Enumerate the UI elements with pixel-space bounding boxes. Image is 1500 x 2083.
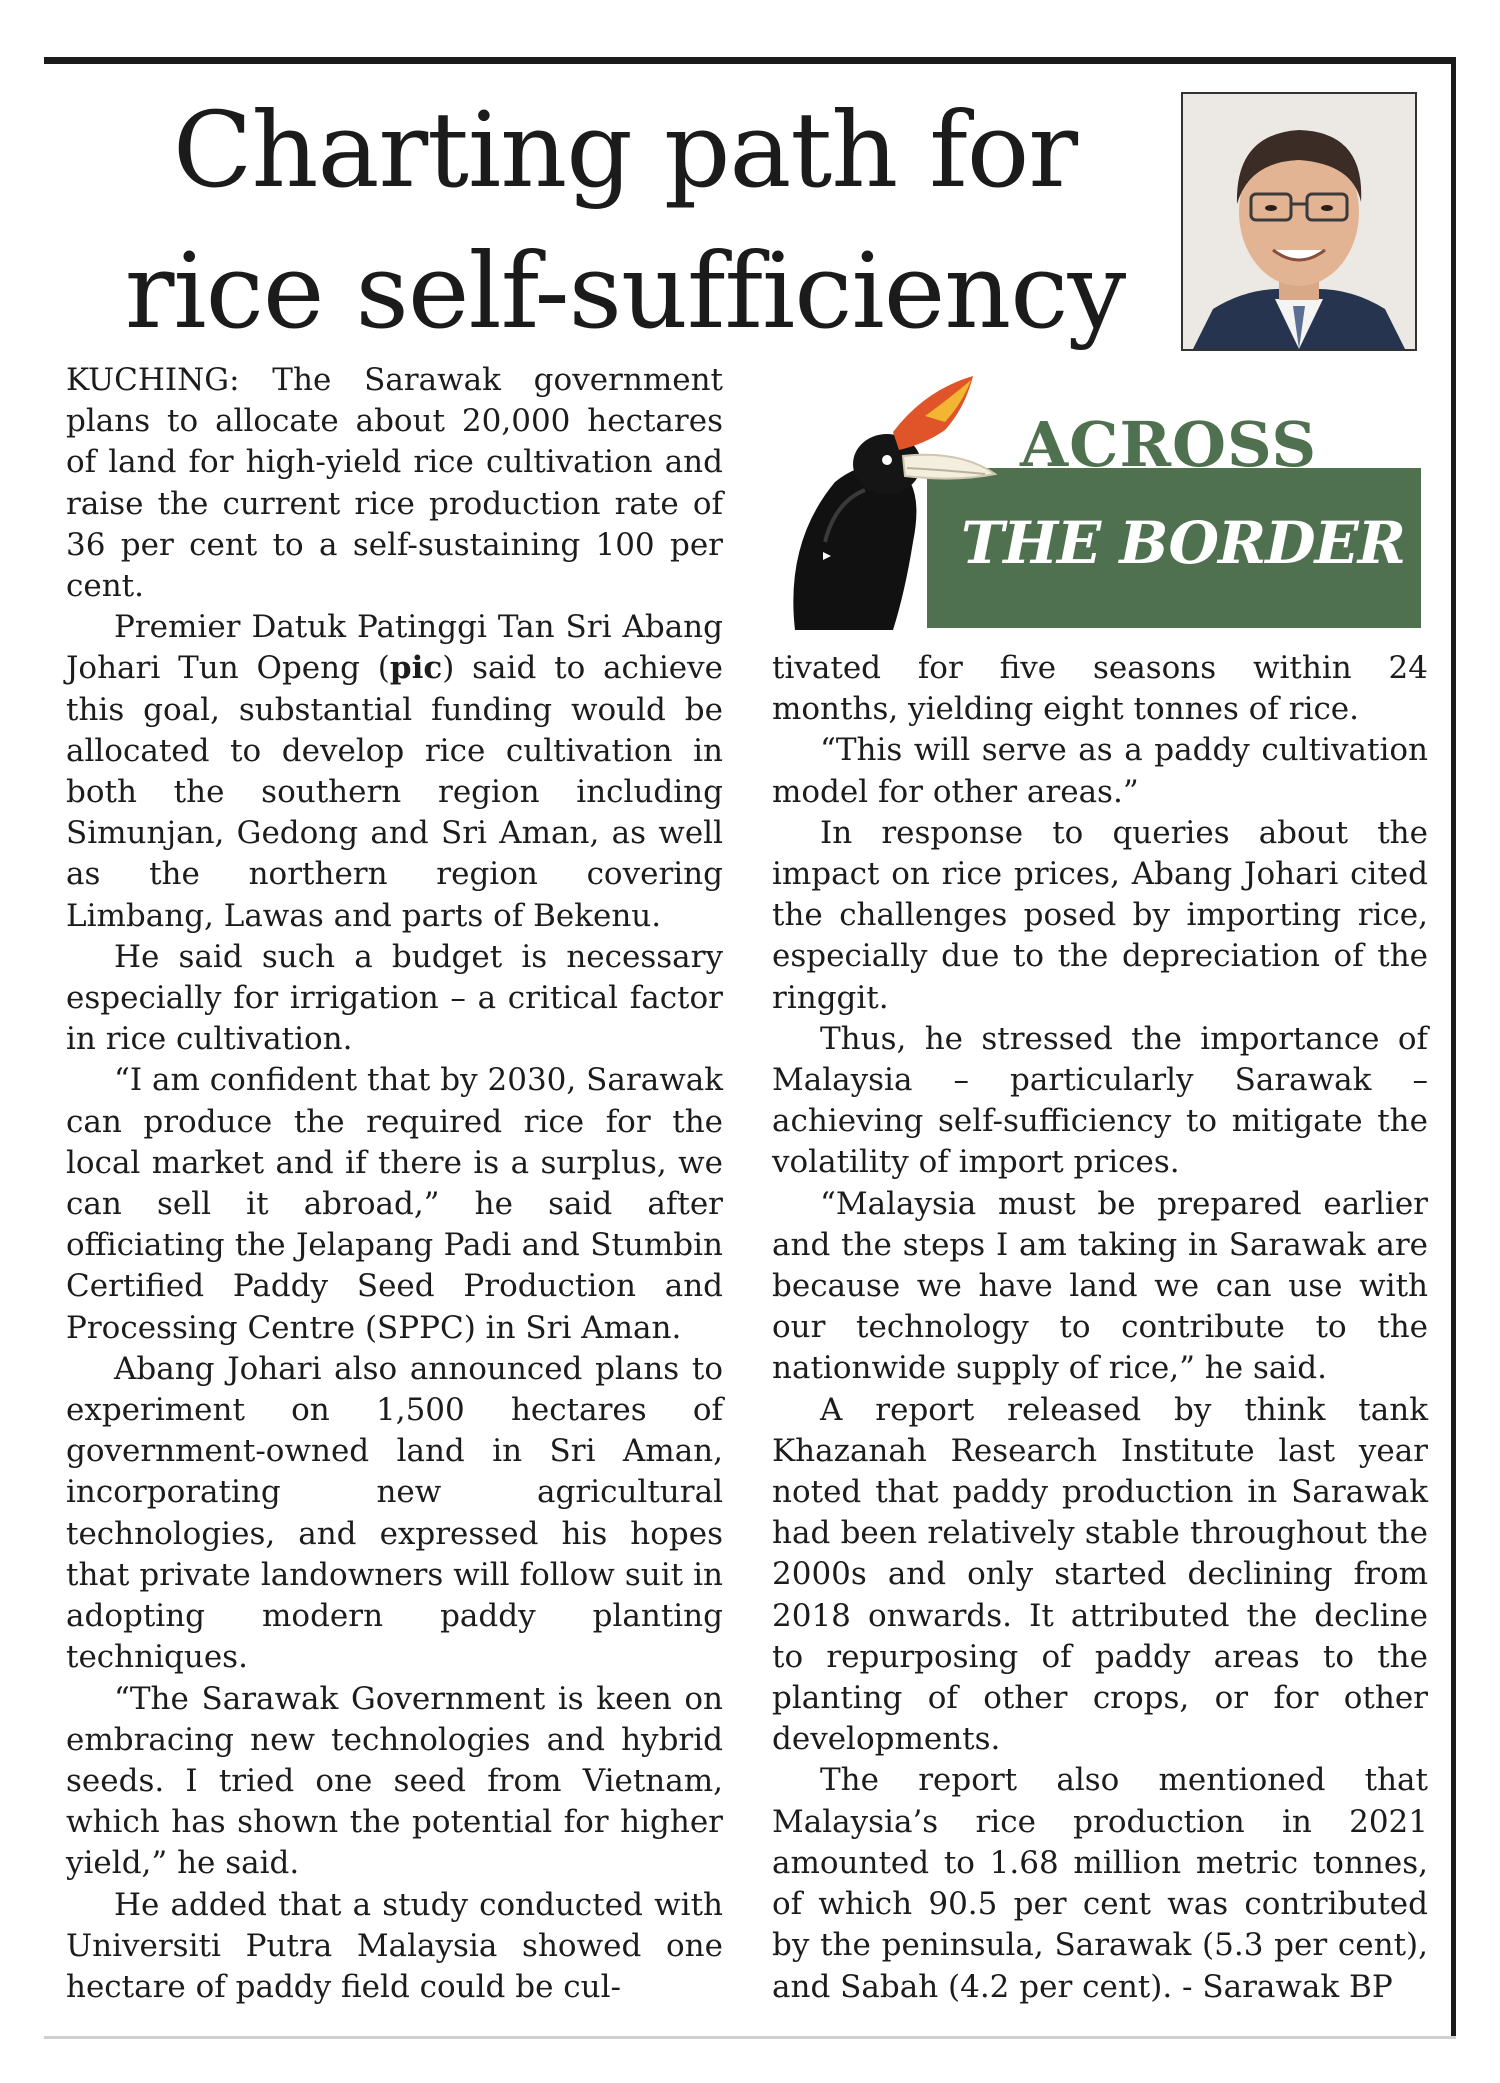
headline-line-2: rice self-sufficiency [124, 230, 1126, 352]
paragraph-text: The Sarawak government plans to allocate about 20,000 hectares of land for high-yield rice cultivation and raise the current rice production rate of 36 per cent to a self-sustaining 100 per cent. [66, 362, 723, 605]
hornbill-icon [775, 372, 1035, 630]
pic-reference: pic [389, 650, 443, 687]
frame-right-rule [1451, 57, 1456, 2037]
paragraph: In response to queries about the impact on rice prices, Abang Johari cited the challenges posed by importing rice, especially due to the depreciation of the ringgit. [772, 814, 1428, 1016]
paragraph: “The Sarawak Government is keen on embracing new technologies and hybrid seeds. I tried one seed from Vietnam, which has shown the potential for higher yield,” he said. [66, 1680, 723, 1882]
paragraph: “This will serve as a paddy cultivation model for other areas.” [772, 732, 1428, 810]
paragraph: A report released by think tank Khazanah Research Institute last year noted that paddy production in Sarawak had been relatively stable throughout the 2000s and only started declining from 2018 onwards. It attributed the decline to repurposing of paddy areas to the planting of other crops, or for other developments. [772, 1391, 1428, 1758]
paragraph [66, 607, 723, 937]
banner-title-across: ACROSS [1020, 408, 1318, 481]
article-column-left [66, 360, 723, 2008]
portrait-illustration [1183, 94, 1415, 349]
paragraph: He said such a budget is necessary especially for irrigation – a critical factor in rice cultivation. [66, 938, 723, 1058]
paragraph: The report also mentioned that Malaysia’s rice production in 2021 amounted to 1.68 million metric tonnes, of which 90.5 per cent was contributed by the peninsula, Sarawak (5.3 per cent), and Sabah (4.2 per cent). - Sarawak BP [772, 1762, 1428, 2005]
paragraph: Thus, he stressed the importance of Malaysia – particularly Sarawak – achieving self-sufficiency to mitigate the volatility of import prices. [772, 1020, 1428, 1181]
headline [120, 80, 1130, 362]
paragraph: tivated for five seasons within 24 months, yielding eight tonnes of rice. [772, 650, 1428, 728]
frame-bottom-rule [44, 2036, 1456, 2039]
paragraph: Abang Johari also announced plans to experiment on 1,500 hectares of government-owned land in Sri Aman, incorporating new agricultural technologies, and expressed his hopes that private landowners will follow suit in adopting modern paddy planting techniques. [66, 1350, 723, 1676]
portrait-photo [1181, 92, 1417, 351]
paragraph [66, 360, 723, 607]
headline-line-1: Charting path for [172, 89, 1078, 211]
across-the-border-banner [775, 372, 1425, 630]
banner-title-the-border: THE BORDER [961, 509, 1405, 577]
paragraph-text: ) said to achieve this goal, substantial funding would be allocated to develop rice cultivation in both the southern region including Simunjan, Gedong and Sri Aman, as well as the northern region covering Limbang, Lawas and parts of Bekenu. [66, 650, 724, 934]
article-column-right [772, 648, 1428, 2008]
paragraph-text: Premier Datuk Patinggi Tan Sri Abang Johari Tun Openg ( [66, 609, 723, 687]
paragraph: “I am confident that by 2030, Sarawak can produce the required rice for the local market and if there is a surplus, we can sell it abroad,” he said after officiating the Jelapang Padi and Stumbin Certified Paddy Seed Production and Processing Centre (SPPC) in Sri Aman. [66, 1062, 723, 1346]
paragraph: He added that a study conducted with Universiti Putra Malaysia showed one hectare of paddy field could be cul- [66, 1886, 723, 2005]
paragraph: “Malaysia must be prepared earlier and the steps I am taking in Sarawak are because we have land we can use with our technology to contribute to the nationwide supply of rice,” he said. [772, 1185, 1428, 1387]
dateline: KUCHING: [66, 362, 240, 398]
frame-top-rule [44, 57, 1456, 64]
